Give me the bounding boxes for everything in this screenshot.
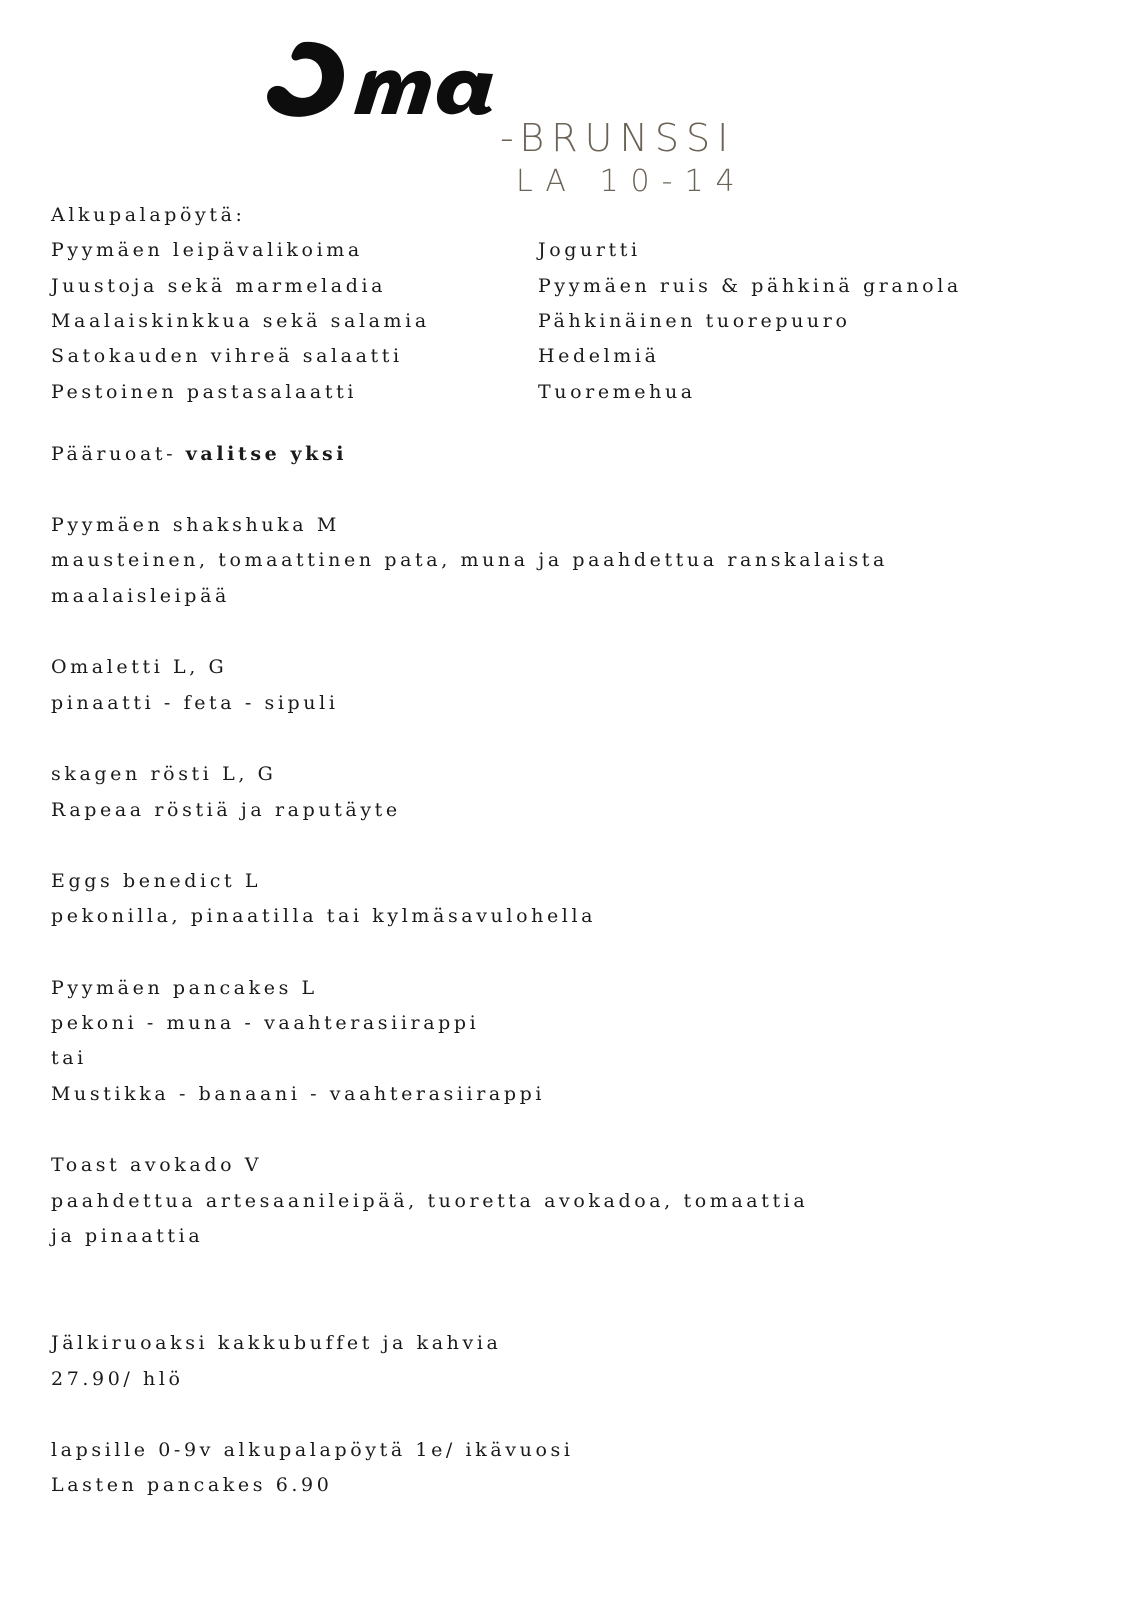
main-dish-name: Pyymäen shakshuka M xyxy=(51,514,340,536)
kids-price-line: lapsille 0-9v alkupalapöytä 1e/ ikävuosi xyxy=(51,1439,574,1461)
appetizer-left-item: Satokauden vihreä salaatti xyxy=(51,345,403,367)
dessert-line: Jälkiruoaksi kakkubuffet ja kahvia xyxy=(51,1332,502,1354)
appetizers-heading: Alkupalapöytä: xyxy=(51,204,246,226)
mains-heading-label: Pääruoat- xyxy=(51,443,177,465)
main-dish-name: skagen rösti L, G xyxy=(51,763,277,785)
main-dish-description: pekonilla, pinaatilla tai kylmäsavulohella xyxy=(51,905,597,927)
appetizer-right-item: Pähkinäinen tuorepuuro xyxy=(538,310,851,332)
main-dish-description: Mustikka - banaani - vaahterasiirappi xyxy=(51,1083,546,1105)
main-dish-name: Omaletti L, G xyxy=(51,656,228,678)
appetizer-left-item: Pyymäen leipävalikoima xyxy=(51,239,363,261)
main-dish-name: Toast avokado V xyxy=(51,1154,263,1176)
opening-hours: LA 10-14 xyxy=(516,164,747,199)
appetizer-right-item: Jogurtti xyxy=(538,239,641,261)
main-dish-description: paahdettua artesaanileipää, tuoretta avokadoa, tomaattia xyxy=(51,1190,809,1212)
appetizer-left-item: Pestoinen pastasalaatti xyxy=(51,381,357,403)
main-dish-description: tai xyxy=(51,1047,87,1069)
mains-heading-emphasis: valitse yksi xyxy=(185,443,348,465)
main-dish-name: Eggs benedict L xyxy=(51,870,262,892)
main-dish-name: Pyymäen pancakes L xyxy=(51,977,318,999)
price: 27.90/ hlö xyxy=(51,1368,184,1390)
main-dish-description: mausteinen, tomaattinen pata, muna ja paahdettua ranskalaista xyxy=(51,549,888,571)
brunch-subtitle: -BRUNSSI xyxy=(500,116,736,160)
appetizer-right-item: Hedelmiä xyxy=(538,345,660,367)
appetizer-left-item: Juustoja sekä marmeladia xyxy=(51,275,387,297)
oma-logo xyxy=(262,36,502,126)
main-dish-description: pekoni - muna - vaahterasiirappi xyxy=(51,1012,480,1034)
appetizer-right-item: Pyymäen ruis & pähkinä granola xyxy=(538,275,962,297)
main-dish-description: maalaisleipää xyxy=(51,585,230,607)
main-dish-description: Rapeaa röstiä ja raputäyte xyxy=(51,799,401,821)
main-dish-description: ja pinaattia xyxy=(51,1225,204,1247)
mains-heading xyxy=(51,445,347,464)
appetizer-left-item: Maalaiskinkkua sekä salamia xyxy=(51,310,430,332)
appetizer-right-item: Tuoremehua xyxy=(538,381,696,403)
kids-pancakes-line: Lasten pancakes 6.90 xyxy=(51,1474,333,1496)
main-dish-description: pinaatti - feta - sipuli xyxy=(51,692,339,714)
